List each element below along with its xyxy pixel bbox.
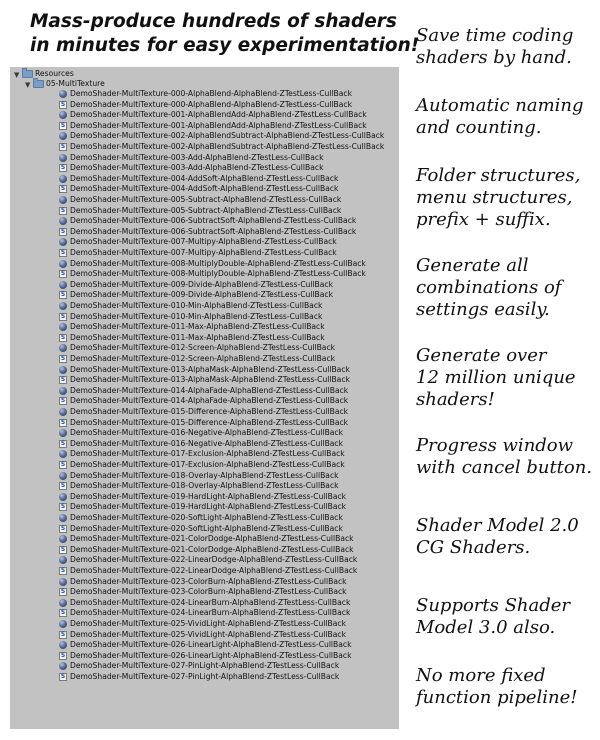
headline <box>30 10 420 58</box>
feature-line: Folder structures, <box>416 165 581 186</box>
feature-block <box>416 25 573 69</box>
file-name: DemoShader-MultiTexture-024-LinearBurn-AlphaBlend-ZTestLess-CullBack <box>70 597 351 607</box>
file-name: DemoShader-MultiTexture-025-VividLight-AlphaBlend-ZTestLess-CullBack <box>70 619 346 628</box>
file-name: DemoShader-MultiTexture-016-Negative-AlphaBlend-ZTestLess-CullBack <box>70 428 344 438</box>
file-name: DemoShader-MultiTexture-008-MultiplyDouble-AlphaBlend-ZTestLess-CullBack <box>70 269 366 279</box>
file-name: DemoShader-MultiTexture-026-LinearLight-AlphaBlend-ZTestLess-CullBack <box>70 640 352 650</box>
file-name: DemoShader-MultiTexture-020-SoftLight-AlphaBlend-ZTestLess-CullBack <box>70 523 343 533</box>
material-sphere-icon <box>59 323 67 331</box>
feature-block <box>416 345 576 411</box>
material-sphere-icon <box>59 556 67 564</box>
material-sphere-icon <box>59 408 67 416</box>
file-name: DemoShader-MultiTexture-018-Overlay-AlphaBlend-ZTestLess-CullBack <box>70 470 339 480</box>
file-name: DemoShader-MultiTexture-001-AlphaBlendAdd-AlphaBlend-ZTestLess-CullBack <box>70 120 367 130</box>
material-sphere-icon <box>59 90 67 98</box>
file-name: DemoShader-MultiTexture-022-LinearDodge-AlphaBlend-ZTestLess-CullBack <box>70 566 358 575</box>
feature-line: shaders by hand. <box>416 47 572 68</box>
file-name: DemoShader-MultiTexture-002-AlphaBlendSubtract-AlphaBlend-ZTestLess-CullBack <box>70 131 385 141</box>
material-sphere-icon <box>59 132 67 140</box>
shader-file-icon: S <box>60 609 66 617</box>
shader-file-icon: S <box>60 588 66 596</box>
file-name: DemoShader-MultiTexture-027-PinLight-AlphaBlend-ZTestLess-CullBack <box>70 672 340 681</box>
file-name: DemoShader-MultiTexture-021-ColorDodge-AlphaBlend-ZTestLess-CullBack <box>70 534 354 544</box>
shader-file-icon: S <box>60 333 66 341</box>
shader-file-icon: S <box>60 185 66 193</box>
material-sphere-icon <box>59 238 67 246</box>
material-sphere-icon <box>59 620 67 628</box>
feature-line: Supports Shader <box>416 595 571 616</box>
shader-file-icon: S <box>60 100 66 108</box>
file-name: DemoShader-MultiTexture-009-Divide-AlphaBlend-ZTestLess-CullBack <box>70 279 333 289</box>
material-sphere-icon <box>59 196 67 204</box>
shader-file-icon: S <box>60 418 66 426</box>
file-name: DemoShader-MultiTexture-011-Max-AlphaBlend-ZTestLess-CullBack <box>70 322 325 332</box>
feature-block <box>416 165 580 231</box>
feature-line: settings easily. <box>416 299 550 320</box>
file-name: DemoShader-MultiTexture-003-Add-AlphaBlend-ZTestLess-CullBack <box>70 163 324 173</box>
file-name: DemoShader-MultiTexture-006-SubtractSoft-AlphaBlend-ZTestLess-CullBack <box>70 216 357 226</box>
file-name: DemoShader-MultiTexture-019-HardLight-AlphaBlend-ZTestLess-CullBack <box>70 502 347 512</box>
feature-line: shaders! <box>416 389 495 410</box>
file-name: DemoShader-MultiTexture-004-AddSoft-AlphaBlend-ZTestLess-CullBack <box>70 173 339 183</box>
shader-file-icon: S <box>60 376 66 384</box>
shader-file-icon: S <box>60 461 66 468</box>
material-sphere-icon <box>59 429 67 437</box>
feature-line: combinations of <box>416 277 562 298</box>
shader-file-icon: S <box>60 630 66 638</box>
shader-file-icon: S <box>60 482 66 490</box>
shader-file-icon: S <box>60 567 66 574</box>
feature-block <box>416 515 579 559</box>
shader-file-icon: S <box>60 673 66 680</box>
shader-file-icon: S <box>60 164 66 172</box>
material-sphere-icon <box>59 217 67 225</box>
shader-file-icon: S <box>60 439 66 447</box>
material-sphere-icon <box>59 302 67 310</box>
feature-line: 12 million unique <box>416 367 576 388</box>
shader-file-icon: S <box>60 143 66 150</box>
file-name: DemoShader-MultiTexture-006-SubtractSoft-AlphaBlend-ZTestLess-CullBack <box>70 226 357 236</box>
file-name: DemoShader-MultiTexture-020-SoftLight-AlphaBlend-ZTestLess-CullBack <box>70 513 343 522</box>
feature-line: Generate all <box>416 255 529 276</box>
file-name: DemoShader-MultiTexture-018-Overlay-AlphaBlend-ZTestLess-CullBack <box>70 481 339 491</box>
material-sphere-icon <box>59 260 67 268</box>
feature-line: and counting. <box>416 117 542 138</box>
file-name: DemoShader-MultiTexture-010-Min-AlphaBlend-ZTestLess-CullBack <box>70 311 323 321</box>
shader-file-icon: S <box>60 651 66 659</box>
file-name: DemoShader-MultiTexture-014-AlphaFade-AlphaBlend-ZTestLess-CullBack <box>70 396 349 406</box>
feature-line: No more fixed <box>416 665 546 686</box>
file-name: DemoShader-MultiTexture-019-HardLight-AlphaBlend-ZTestLess-CullBack <box>70 491 347 501</box>
material-sphere-icon <box>59 662 67 670</box>
shader-file-icon: S <box>60 249 66 256</box>
file-name: DemoShader-MultiTexture-016-Negative-AlphaBlend-ZTestLess-CullBack <box>70 438 344 448</box>
feature-block <box>416 255 561 321</box>
tree-root-label: Resources <box>35 69 74 78</box>
shader-file-icon: S <box>60 270 66 278</box>
project-panel[interactable] <box>10 67 399 729</box>
expand-triangle-icon[interactable]: ▼ <box>14 71 20 79</box>
feature-block <box>416 595 570 639</box>
file-name: DemoShader-MultiTexture-013-AlphaMask-AlphaBlend-ZTestLess-CullBack <box>70 375 350 385</box>
material-sphere-icon <box>59 175 67 183</box>
file-name: DemoShader-MultiTexture-005-Subtract-AlphaBlend-ZTestLess-CullBack <box>70 205 342 215</box>
feature-block <box>416 95 584 139</box>
shader-file-icon: S <box>60 227 66 235</box>
file-name: DemoShader-MultiTexture-023-ColorBurn-AlphaBlend-ZTestLess-CullBack <box>70 576 347 586</box>
feature-line: prefix + suffix. <box>416 209 551 230</box>
material-sphere-icon <box>59 641 67 649</box>
material-sphere-icon <box>59 599 67 607</box>
feature-block <box>416 665 578 709</box>
expand-triangle-icon[interactable]: ▼ <box>25 81 31 89</box>
material-sphere-icon <box>59 366 67 374</box>
feature-line: Generate over <box>416 345 547 366</box>
file-name: DemoShader-MultiTexture-003-Add-AlphaBlend-ZTestLess-CullBack <box>70 152 324 162</box>
material-sphere-icon <box>59 154 67 162</box>
material-sphere-icon <box>59 281 67 289</box>
file-name: DemoShader-MultiTexture-017-Exclusion-AlphaBlend-ZTestLess-CullBack <box>70 460 345 469</box>
file-name: DemoShader-MultiTexture-017-Exclusion-AlphaBlend-ZTestLess-CullBack <box>70 449 345 459</box>
file-name: DemoShader-MultiTexture-005-Subtract-AlphaBlend-ZTestLess-CullBack <box>70 195 342 204</box>
feature-block <box>416 435 592 479</box>
feature-line: menu structures, <box>416 187 573 208</box>
file-name: DemoShader-MultiTexture-015-Difference-AlphaBlend-ZTestLess-CullBack <box>70 417 349 427</box>
material-sphere-icon <box>59 514 67 522</box>
shader-file-icon: S <box>60 355 66 362</box>
material-sphere-icon <box>59 344 67 352</box>
feature-line: Model 3.0 also. <box>416 617 556 638</box>
file-name: DemoShader-MultiTexture-013-AlphaMask-AlphaBlend-ZTestLess-CullBack <box>70 364 350 374</box>
file-name: DemoShader-MultiTexture-012-Screen-AlphaBlend-ZTestLess-CullBack <box>70 354 336 363</box>
feature-line: Progress window <box>416 435 574 456</box>
shader-file-icon: S <box>60 545 66 553</box>
shader-file-icon: S <box>60 312 66 320</box>
file-name: DemoShader-MultiTexture-004-AddSoft-AlphaBlend-ZTestLess-CullBack <box>70 184 339 194</box>
file-name: DemoShader-MultiTexture-001-AlphaBlendAdd-AlphaBlend-ZTestLess-CullBack <box>70 110 367 120</box>
material-sphere-icon <box>59 535 67 543</box>
headline-line: Mass-produce hundreds of shaders <box>30 11 397 32</box>
feature-line: with cancel button. <box>416 457 593 478</box>
file-name: DemoShader-MultiTexture-007-Multipy-AlphaBlend-ZTestLess-CullBack <box>70 237 337 247</box>
headline-line: in minutes for easy experimentation! <box>30 35 420 56</box>
material-sphere-icon <box>59 578 67 586</box>
feature-line: CG Shaders. <box>416 537 531 558</box>
feature-line: Shader Model 2.0 <box>416 515 579 536</box>
file-name: DemoShader-MultiTexture-009-Divide-AlphaBlend-ZTestLess-CullBack <box>70 290 333 300</box>
shader-file-icon: S <box>60 397 66 405</box>
file-name: DemoShader-MultiTexture-011-Max-AlphaBlend-ZTestLess-CullBack <box>70 332 325 342</box>
tree-folder-label: 05-MultiTexture <box>46 79 105 88</box>
shader-file-icon: S <box>60 121 66 129</box>
shader-file-icon: S <box>60 524 66 532</box>
file-name: DemoShader-MultiTexture-012-Screen-AlphaBlend-ZTestLess-CullBack <box>70 343 336 353</box>
feature-line: function pipeline! <box>416 687 578 708</box>
file-name: DemoShader-MultiTexture-022-LinearDodge-AlphaBlend-ZTestLess-CullBack <box>70 555 358 565</box>
material-sphere-icon <box>59 111 67 119</box>
file-name: DemoShader-MultiTexture-026-LinearLight-AlphaBlend-ZTestLess-CullBack <box>70 650 352 660</box>
feature-line: Automatic naming <box>416 95 584 116</box>
folder-icon <box>22 70 33 78</box>
shader-file-icon: S <box>60 291 66 299</box>
file-name: DemoShader-MultiTexture-025-VividLight-AlphaBlend-ZTestLess-CullBack <box>70 629 346 639</box>
feature-line: Save time coding <box>416 25 574 46</box>
shader-file-icon: S <box>60 206 66 214</box>
file-name: DemoShader-MultiTexture-027-PinLight-AlphaBlend-ZTestLess-CullBack <box>70 661 340 671</box>
file-name: DemoShader-MultiTexture-015-Difference-AlphaBlend-ZTestLess-CullBack <box>70 407 349 416</box>
file-name: DemoShader-MultiTexture-014-AlphaFade-AlphaBlend-ZTestLess-CullBack <box>70 385 349 395</box>
file-name: DemoShader-MultiTexture-010-Min-AlphaBlend-ZTestLess-CullBack <box>70 301 323 310</box>
file-name: DemoShader-MultiTexture-000-AlphaBlend-AlphaBlend-ZTestLess-CullBack <box>70 99 352 109</box>
material-sphere-icon <box>59 387 67 395</box>
material-sphere-icon <box>59 450 67 458</box>
file-name: DemoShader-MultiTexture-021-ColorDodge-AlphaBlend-ZTestLess-CullBack <box>70 544 354 554</box>
file-name: DemoShader-MultiTexture-008-MultiplyDouble-AlphaBlend-ZTestLess-CullBack <box>70 258 366 268</box>
file-name: DemoShader-MultiTexture-023-ColorBurn-AlphaBlend-ZTestLess-CullBack <box>70 587 347 597</box>
file-name: DemoShader-MultiTexture-000-AlphaBlend-AlphaBlend-ZTestLess-CullBack <box>70 89 352 98</box>
file-name: DemoShader-MultiTexture-024-LinearBurn-AlphaBlend-ZTestLess-CullBack <box>70 608 351 618</box>
shader-file-icon: S <box>60 503 66 511</box>
file-name: DemoShader-MultiTexture-002-AlphaBlendSubtract-AlphaBlend-ZTestLess-CullBack <box>70 142 385 151</box>
file-name: DemoShader-MultiTexture-007-Multipy-AlphaBlend-ZTestLess-CullBack <box>70 248 337 257</box>
material-sphere-icon <box>59 493 67 501</box>
folder-icon <box>33 80 44 88</box>
material-sphere-icon <box>59 472 67 480</box>
